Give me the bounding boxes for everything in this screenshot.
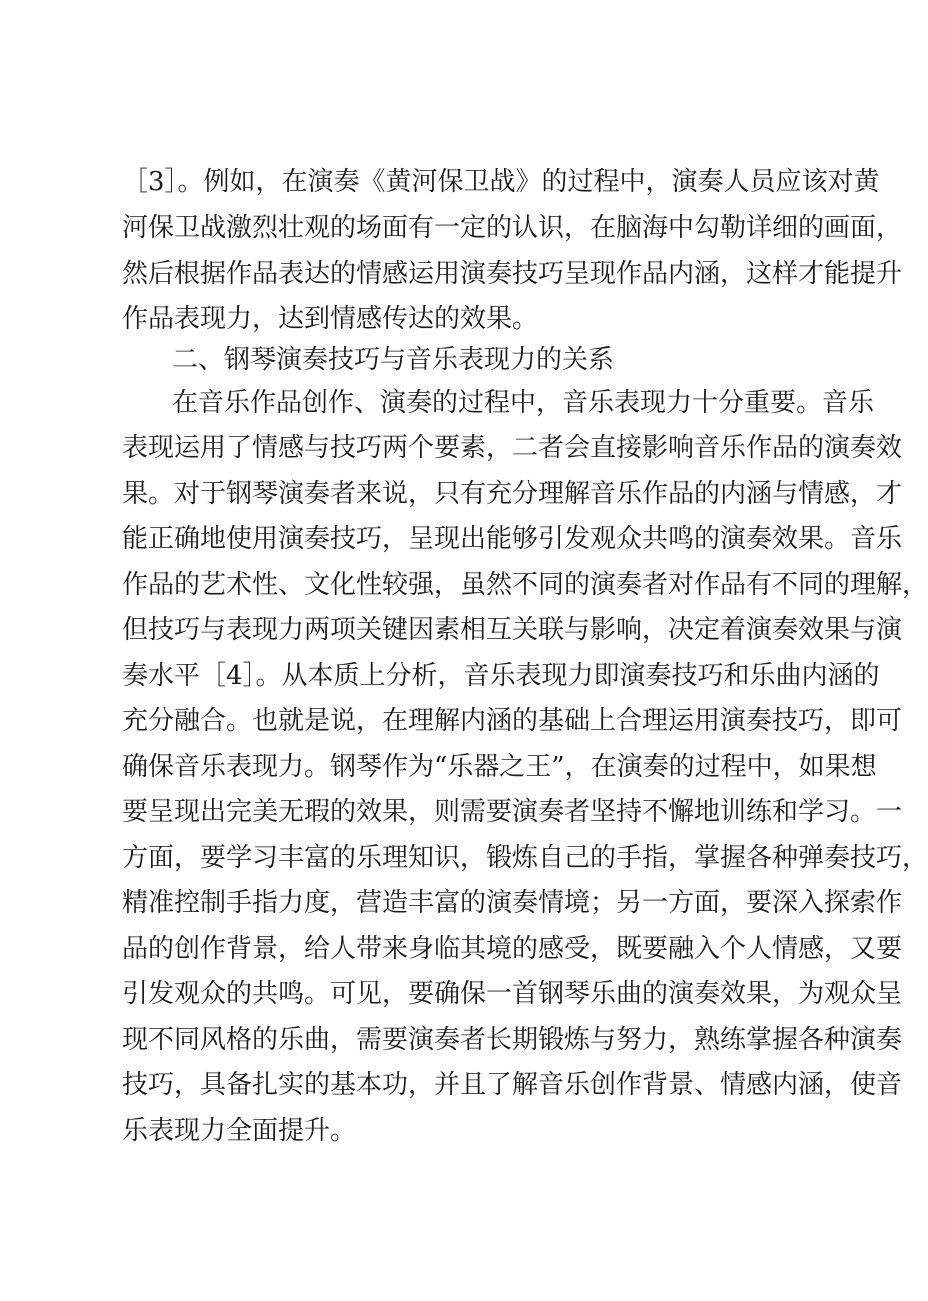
paragraph-line: 要呈现出完美无瑕的效果，则需要演奏者坚持不懈地训练和学习。一: [122, 797, 903, 827]
paragraph-line: 方面，要学习丰富的乐理知识，锻炼自己的手指，掌握各种弹奏技巧，: [122, 843, 928, 873]
paragraph-line: 作品表现力，达到情感传达的效果。: [122, 304, 539, 334]
paragraph-line: ［3］。例如，在演奏《黄河保卫战》的过程中，演奏人员应该对黄: [122, 167, 880, 197]
paragraph-line: 表现运用了情感与技巧两个要素，二者会直接影响音乐作品的演奏效: [122, 433, 903, 463]
paragraph-line: 引发观众的共鸣。可见，要确保一首钢琴乐曲的演奏效果，为观众呈: [122, 979, 903, 1009]
paragraph-line: 精准控制手指力度，营造丰富的演奏情境；另一方面，要深入探索作: [122, 888, 903, 918]
paragraph-line: 乐表现力全面提升。: [122, 1116, 357, 1146]
paragraph-line: 技巧，具备扎实的基本功，并且了解音乐创作背景、情感内涵，使音: [122, 1070, 903, 1100]
paragraph-line: 作品的艺术性、文化性较强，虽然不同的演奏者对作品有不同的理解，: [122, 570, 928, 600]
paragraph-line: 然后根据作品表达的情感运用演奏技巧呈现作品内涵，这样才能提升: [122, 259, 903, 289]
section-heading: 二、钢琴演奏技巧与音乐表现力的关系: [172, 345, 615, 375]
paragraph-line: 奏水平［4］。从本质上分析，音乐表现力即演奏技巧和乐曲内涵的: [122, 661, 880, 691]
paragraph-line: 品的创作背景，给人带来身临其境的感受，既要融入个人情感，又要: [122, 934, 903, 964]
paragraph-line: 充分融合。也就是说，在理解内涵的基础上合理运用演奏技巧，即可: [122, 706, 903, 736]
paragraph-line: 但技巧与表现力两项关键因素相互关联与影响，决定着演奏效果与演: [122, 615, 903, 645]
paragraph-line: 能正确地使用演奏技巧，呈现出能够引发观众共鸣的演奏效果。音乐: [122, 524, 903, 554]
paragraph-line: 果。对于钢琴演奏者来说，只有充分理解音乐作品的内涵与情感，才: [122, 479, 903, 509]
paragraph-line: 在音乐作品创作、演奏的过程中，音乐表现力十分重要。音乐: [172, 388, 875, 418]
paragraph-line: 河保卫战激烈壮观的场面有一定的认识，在脑海中勾勒详细的画面，: [122, 213, 903, 243]
paragraph-line: 确保音乐表现力。钢琴作为“乐器之王”，在演奏的过程中，如果想: [122, 752, 877, 782]
paragraph-line: 现不同风格的乐曲，需要演奏者长期锻炼与努力，熟练掌握各种演奏: [122, 1025, 903, 1055]
